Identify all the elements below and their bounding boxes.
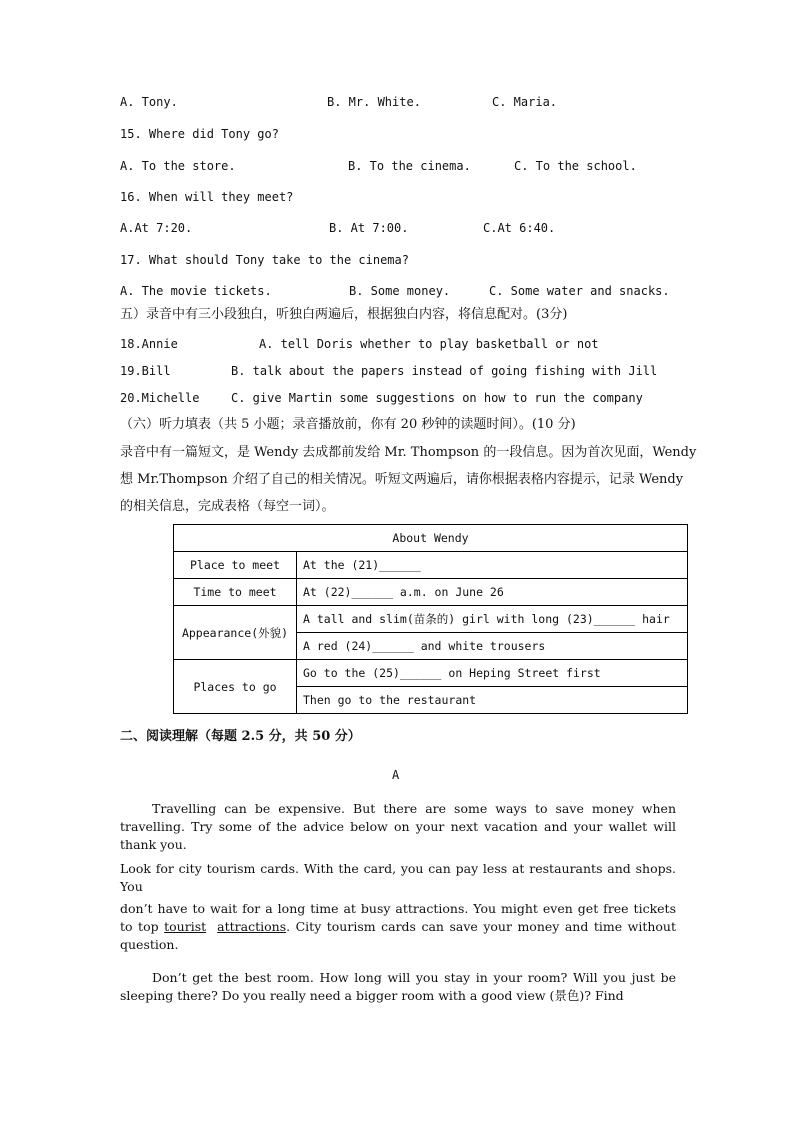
part6-heading: （六）听力填表（共 5 小题；录音播放前，你有 20 秒钟的读题时间）。(10 分) [120, 417, 576, 432]
paragraph-2b-pre: don’t have to wait for a long time at busy attractions. You might even get free tickets to top [120, 901, 676, 934]
places-value-2: Then go to the restaurant [297, 687, 688, 714]
paragraph-2b-post: . City tourism cards can save your money and time without question. [120, 919, 676, 952]
part5-option-b: B. talk about the papers instead of going fishing with Jill [231, 364, 658, 378]
place-label: Place to meet [174, 552, 297, 579]
places-value-1: Go to the (25)______ on Heping Street first [297, 660, 688, 687]
place-value: At the (21)______ [297, 552, 688, 579]
places-label: Places to go [174, 660, 297, 714]
q16-option-b: B. At 7:00. [329, 221, 409, 235]
part6-intro-line-3: 的相关信息，完成表格（每空一词）。 [120, 499, 335, 514]
q15-option-c: C. To the school. [514, 159, 637, 173]
part5-name-20: 20.Michelle [120, 391, 200, 405]
q15-option-a: A. To the store. [120, 159, 236, 173]
paragraph-2a: Look for city tourism cards. With the card, you can pay less at restaurants and shops. You [120, 861, 676, 894]
q16-option-c: C.At 6:40. [483, 221, 556, 235]
q16-option-a: A.At 7:20. [120, 221, 193, 235]
appearance-label: Appearance(外貌) [174, 606, 297, 660]
q17-option-c: C. Some water and snacks. [489, 284, 670, 298]
part5-option-c: C. give Martin some suggestions on how to run the company [231, 391, 643, 405]
q14-option-c: C. Maria. [492, 95, 558, 109]
q14-option-a: A. Tony. [120, 95, 178, 109]
underlined-attractions: attractions [217, 919, 287, 934]
q15-question: 15. Where did Tony go? [120, 127, 279, 141]
part5-heading: 五）录音中有三小段独白，听独白两遍后，根据独白内容，将信息配对。(3分) [120, 307, 568, 322]
part5-name-18: 18.Annie [120, 337, 178, 351]
paragraph-3: Don’t get the best room. How long will you stay in your room? Will you just be sleeping there? Do you really need a bigger room with a good view (景色)? Find [120, 970, 676, 1003]
section-a-label: A [392, 768, 400, 782]
table-title: About Wendy [174, 525, 688, 552]
q17-option-b: B. Some money. [349, 284, 451, 298]
time-label: Time to meet [174, 579, 297, 606]
q14-option-b: B. Mr. White. [327, 95, 421, 109]
q16-question: 16. When will they meet? [120, 190, 294, 204]
reading-heading: 二、阅读理解（每题 2.5 分，共 50 分） [120, 729, 361, 744]
paragraph-2b [120, 900, 676, 954]
appearance-value-2: A red (24)______ and white trousers [297, 633, 688, 660]
paragraph-1: Travelling can be expensive. But there are some ways to save money when travelling. Try some of the advice below on your next vacation and your wallet will thank you. [120, 801, 676, 852]
time-value: At (22)______ a.m. on June 26 [297, 579, 688, 606]
part6-intro-line-1: 录音中有一篇短文，是 Wendy 去成都前发给 Mr. Thompson 的一段信息。因为首次见面，Wendy [120, 445, 697, 460]
part6-intro-line-2: 想 Mr.Thompson 介绍了自己的相关情况。听短文两遍后，请你根据表格内容提示，记录 Wendy [120, 472, 684, 487]
q17-option-a: A. The movie tickets. [120, 284, 272, 298]
about-wendy-table [173, 524, 688, 714]
q17-question: 17. What should Tony take to the cinema? [120, 253, 409, 267]
q15-option-b: B. To the cinema. [348, 159, 471, 173]
part5-option-a: A. tell Doris whether to play basketball or not [259, 337, 599, 351]
underlined-tourist: tourist [164, 919, 207, 934]
appearance-value-1: A tall and slim(苗条的) girl with long (23)______ hair [297, 606, 688, 633]
part5-name-19: 19.Bill [120, 364, 171, 378]
